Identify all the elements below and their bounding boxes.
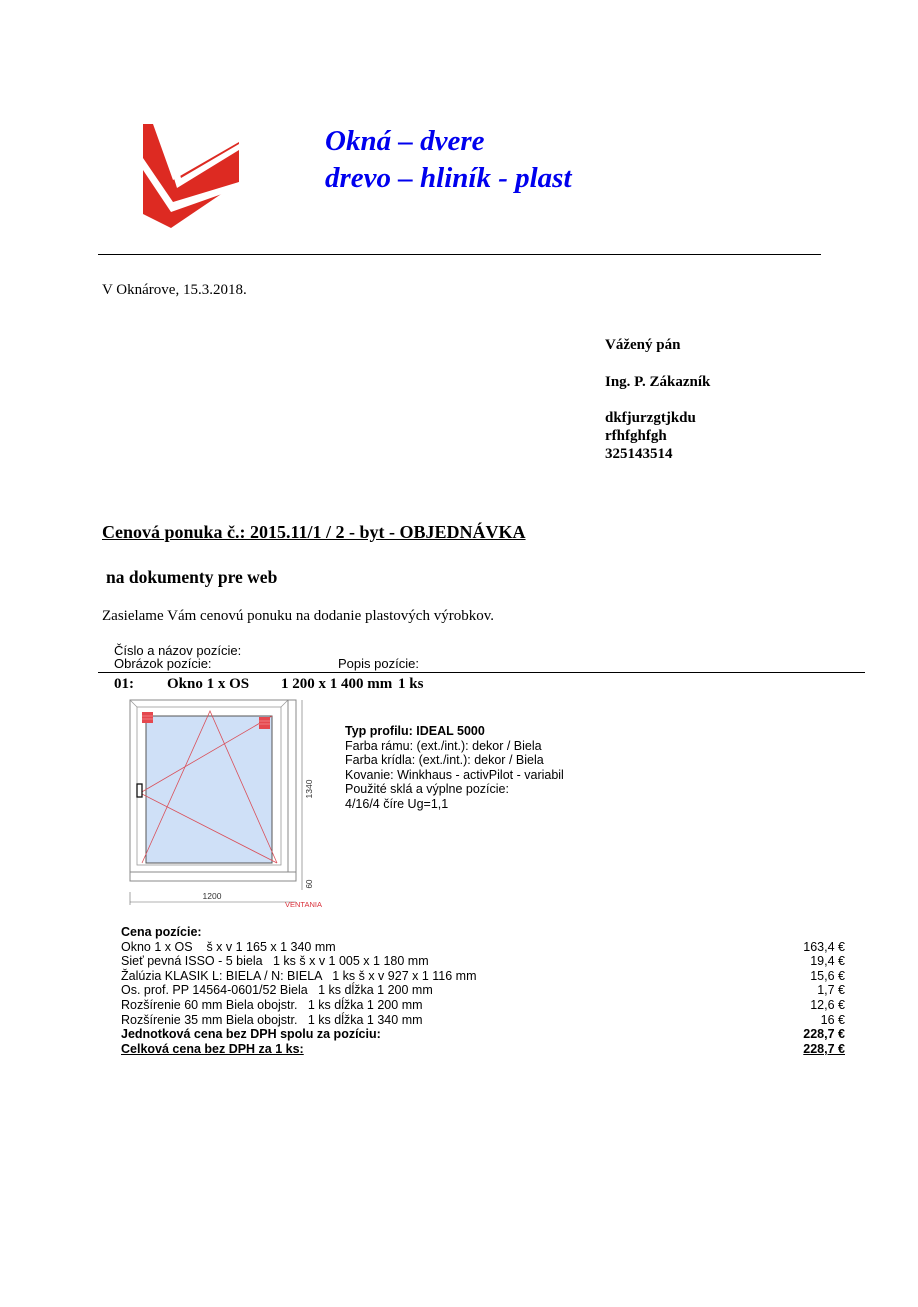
width-dimension-label: 1200: [202, 891, 222, 901]
price-item-value: 19,4 €: [810, 954, 845, 969]
price-item-value: 163,4 €: [803, 939, 845, 954]
slogan-line-1: Okná – dvere: [325, 125, 485, 157]
sill-dimension-label: 60: [305, 879, 314, 889]
grand-total-value: 228,7 €: [803, 1041, 845, 1056]
description-line: Farba rámu: (ext./int.): dekor / Biela: [345, 738, 542, 753]
place-date: V Oknárove, 15.3.2018.: [102, 282, 247, 298]
window-drawing: [122, 697, 332, 912]
company-logo: [143, 124, 239, 228]
brand-label: VENTANIA: [285, 900, 322, 909]
price-item-desc: Rozšírenie 35 mm Biela obojstr. 1 ks dĺžka 1 340 mm: [121, 1012, 423, 1027]
price-item-desc: Rozšírenie 60 mm Biela obojstr. 1 ks dĺžka 1 200 mm: [121, 997, 423, 1012]
side-profile: [288, 700, 296, 878]
position-number: 01:: [114, 676, 134, 692]
price-item-desc: Žalúzia KLASIK L: BIELA / N: BIELA 1 ks š x v 927 x 1 116 mm: [121, 968, 477, 983]
price-item-value: 16 €: [820, 1012, 845, 1027]
recipient-name: Ing. P. Zákazník: [605, 374, 711, 390]
unit-total-row: [121, 1027, 845, 1042]
description-line: Kovanie: Winkhaus - activPilot - variabil: [345, 767, 564, 782]
unit-total-label: Jednotková cena bez DPH spolu za pozíciu:: [121, 1027, 381, 1042]
glass-pane: [146, 716, 272, 863]
column-header-image: Obrázok pozície:: [114, 656, 212, 671]
profile-type: Typ profilu: IDEAL 5000: [345, 724, 485, 738]
position-description: [345, 724, 564, 812]
unit-total-value: 228,7 €: [803, 1027, 845, 1042]
description-line: 4/16/4 číre Ug=1,1: [345, 796, 449, 811]
price-item-value: 15,6 €: [810, 968, 845, 983]
handle-icon: [137, 784, 142, 797]
blind-marker-left: [142, 712, 153, 723]
address-line: 325143514: [605, 446, 673, 462]
price-item-value: 1,7 €: [817, 983, 845, 998]
salutation: Vážený pán: [605, 337, 681, 353]
address-line: rfhfghfgh: [605, 428, 667, 444]
price-item-value: 12,6 €: [810, 997, 845, 1012]
table-divider: [98, 672, 865, 673]
sill: [130, 872, 296, 881]
price-item: [121, 998, 845, 1013]
recipient-address: [605, 409, 696, 463]
price-item: [121, 969, 845, 984]
offer-subtitle: na dokumenty pre web: [106, 567, 278, 587]
price-item-desc: Os. prof. PP 14564-0601/52 Biela 1 ks dĺžka 1 200 mm: [121, 983, 433, 998]
blind-marker-right: [259, 717, 270, 729]
slogan-line-2: drevo – hliník - plast: [325, 162, 572, 194]
description-line: Farba krídla: (ext./int.): dekor / Biela: [345, 753, 544, 768]
column-header-number-name: Číslo a názov pozície:: [114, 643, 242, 658]
position-name: Okno 1 x OS: [167, 676, 250, 692]
height-dimension-label: 1340: [304, 779, 314, 799]
grand-total-label: Celková cena bez DPH za 1 ks:: [121, 1041, 304, 1056]
header-divider: [98, 254, 821, 255]
position-dimensions: 1 200 x 1 400 mm: [281, 676, 393, 692]
description-line: Použité sklá a výplne pozície:: [345, 782, 509, 797]
price-item-desc: Sieť pevná ISSO - 5 biela 1 ks š x v 1 005 x 1 180 mm: [121, 954, 429, 969]
column-header-description: Popis pozície:: [338, 656, 419, 671]
price-label-row: [121, 925, 845, 940]
position-quantity: 1 ks: [398, 676, 424, 692]
price-item: [121, 1013, 845, 1028]
price-breakdown: [121, 925, 845, 1056]
grand-total-row: [121, 1042, 845, 1057]
price-item: [121, 983, 845, 998]
address-line: dkfjurzgtjkdu: [605, 410, 696, 426]
price-section-label: Cena pozície:: [121, 925, 202, 939]
price-item: [121, 954, 845, 969]
offer-title: Cenová ponuka č.: 2015.11/1 / 2 - byt - OBJEDNÁVKA: [102, 522, 526, 542]
intro-text: Zasielame Vám cenovú ponuku na dodanie plastových výrobkov.: [102, 608, 494, 624]
price-item: [121, 940, 845, 955]
price-item-desc: Okno 1 x OS š x v 1 165 x 1 340 mm: [121, 939, 336, 954]
